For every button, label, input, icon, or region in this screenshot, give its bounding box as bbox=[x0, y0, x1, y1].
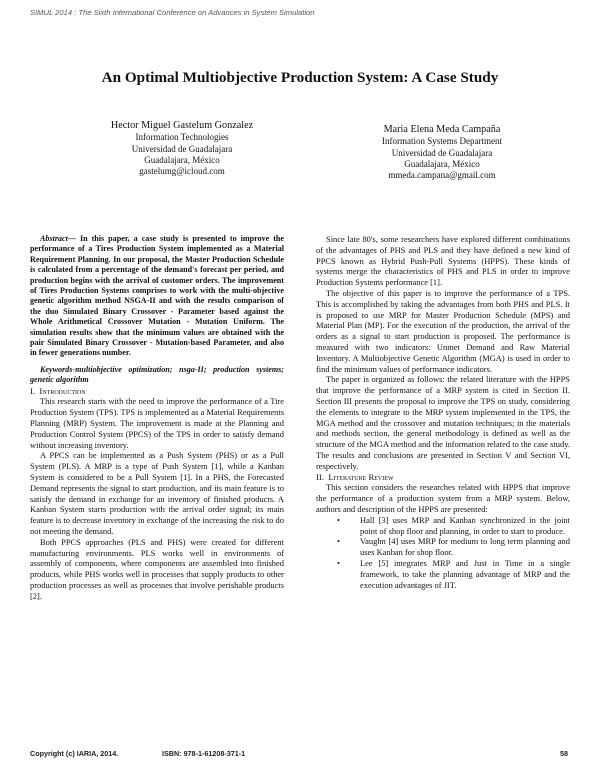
running-header: SIMUL 2014 : The Sixth International Conference on Advances in System Simulation bbox=[30, 8, 315, 17]
abstract-label: Abstract— bbox=[40, 234, 76, 243]
bullet-list bbox=[316, 515, 570, 591]
right-column bbox=[316, 234, 570, 590]
paragraph: This section considers the researches related with HPPS that improve the performance of a production system from a MRP system. Below, authors and description of the HPPS are presented: bbox=[316, 482, 570, 514]
author-affiliation: Information Technologies bbox=[135, 132, 229, 143]
keywords: Keywords-multiobjective optimization; nsga-II; production systems; genetic algorithm bbox=[30, 364, 284, 385]
author-university: Universidad de Guadalajara bbox=[391, 147, 493, 158]
author-name: Maria Elena Meda Campaña bbox=[383, 124, 501, 135]
author-university: Universidad de Guadalajara bbox=[131, 143, 233, 154]
author-affiliation: Information Systems Department bbox=[382, 136, 502, 147]
list-item: • Lee [5] integrates MRP and Just in Time in a single framework, to take the planning advantage of MRP and the execution advantages of JIT. bbox=[360, 558, 570, 590]
section-heading-introduction: I. Introduction bbox=[30, 385, 86, 396]
list-item: • Hall [3] uses MRP and Kanban synchronized in the joint point of shop floor and planning, in order to start to produce. bbox=[360, 515, 570, 537]
footer-isbn: ISBN: 978-1-61208-371-1 bbox=[162, 749, 246, 758]
section-heading-literature-review: II. Literature Review bbox=[316, 471, 394, 482]
paragraph: This research starts with the need to improve the performance of a Tire Production System (TPS). TPS is implemented as a Material Requirements Planning (MRP) System. The improvement is made at the Planning and Production Control System (PPCS) of the TPS in order to satisfy demand without increasing inventory. bbox=[30, 396, 284, 450]
author-name: Hector Miguel Gastelum Gonzalez bbox=[110, 120, 254, 131]
author-location: Guadalajara, México bbox=[144, 154, 220, 165]
abstract-text: In this paper, a case study is presented to improve the performance of a Tires Production System implemented as a Material Requirement Planning. In our proposal, the Master Production Schedule is calculated from a percentage of the demand's forecast per period, and production begins with the arrival of customer orders. The improvement of Tires Production Systems comprises to work with the multi-objective genetic algorithm method NSGA-II and with the results comparison of the duo Simulated Binary Crossover - Parameter based against the Whole Arithmetical Crossover Mutation - Mutation Uniform. The simulation results show that the minimum values are obtained with the pair Simulated Binary Crossover - Mutation-based Parameter, and also in fewer generations number. bbox=[30, 234, 284, 358]
paragraph: Both PPCS approaches (PLS and PHS) were created for different manufacturing environments. PLS works well in environments of assembly of components, where components are assembled into finished products, while PHS works well in processes that supply products to other production processes as well as processes that involve perishable products [2]. bbox=[30, 536, 284, 601]
author-location: Guadalajara, México bbox=[404, 158, 480, 169]
abstract bbox=[30, 234, 284, 359]
author-email: mmeda.campana@gmail.com bbox=[388, 170, 496, 181]
paper-title: An Optimal Multiobjective Production System: A Case Study bbox=[101, 69, 499, 86]
paragraph: Since late 80's, some researchers have explored different combinations of the advantages of PHS and PLS and they have defined a new kind of PPCS known as Hybrid Push-Pull Systems (HPPS). These kinds of systems merge the characteristics of PHS and PLS in order to improve Production Systems performance [1]. bbox=[316, 234, 570, 288]
paragraph: A PPCS can be implemented as a Push System (PHS) or as a Pull System (PLS). A MRP is a type of Push System [1], while a Kanban System is considered to be a Pull System [1]. In a PHS, the Forecasted Demand represents the signal to start production, and its main feature is to satisfy the demand in exchange for an inventory of finished products. A Kanban System starts production with the arrival order signal; its main feature is to decrease inventory in exchange of the increasing the risk to do not meeting the demand. bbox=[30, 450, 284, 537]
left-column bbox=[30, 234, 284, 602]
footer-page-number: 58 bbox=[560, 749, 568, 758]
author-email: gastelumg@icloud.com bbox=[139, 166, 225, 177]
list-item: • Vaughn [4] uses MRP for medium to long term planning and uses Kanban for shop floor. bbox=[360, 536, 570, 558]
author-block-1 bbox=[62, 120, 302, 177]
paragraph: The paper is organized as follows: the related literature with the HPPS that improve the performance of a MRP system is cited in Section II. Section III presents the proposal to improve the TPS on study, considering the elements to integrate to the MRP system implemented in the TPS, the MGA method and the crossover and mutation techniques; in the materials and methods section, the general methodology is defined as well as the structure of the MGA method and the information related to the case study. The results and conclusions are presented in Section V and Section VI, respectively. bbox=[316, 374, 570, 471]
paragraph: The objective of this paper is to improve the performance of a TPS. This is accomplished by taking the advantages from both PHS and PLS. It is proposed to use MRP for Master Production Schedule (MPS) and Material Plan (MP). For the execution of the production, the arrival of the orders as a signal to start production is proposed. The performance is measured with two indicators: Unmet Demand and Raw Material Inventory. A Multiobjective Genetic Algorithm (MGA) is used in order to find the minimum values of performance indicators. bbox=[316, 287, 570, 374]
footer-copyright: Copyright (c) IARIA, 2014. bbox=[30, 749, 119, 758]
author-block-2 bbox=[322, 124, 562, 181]
